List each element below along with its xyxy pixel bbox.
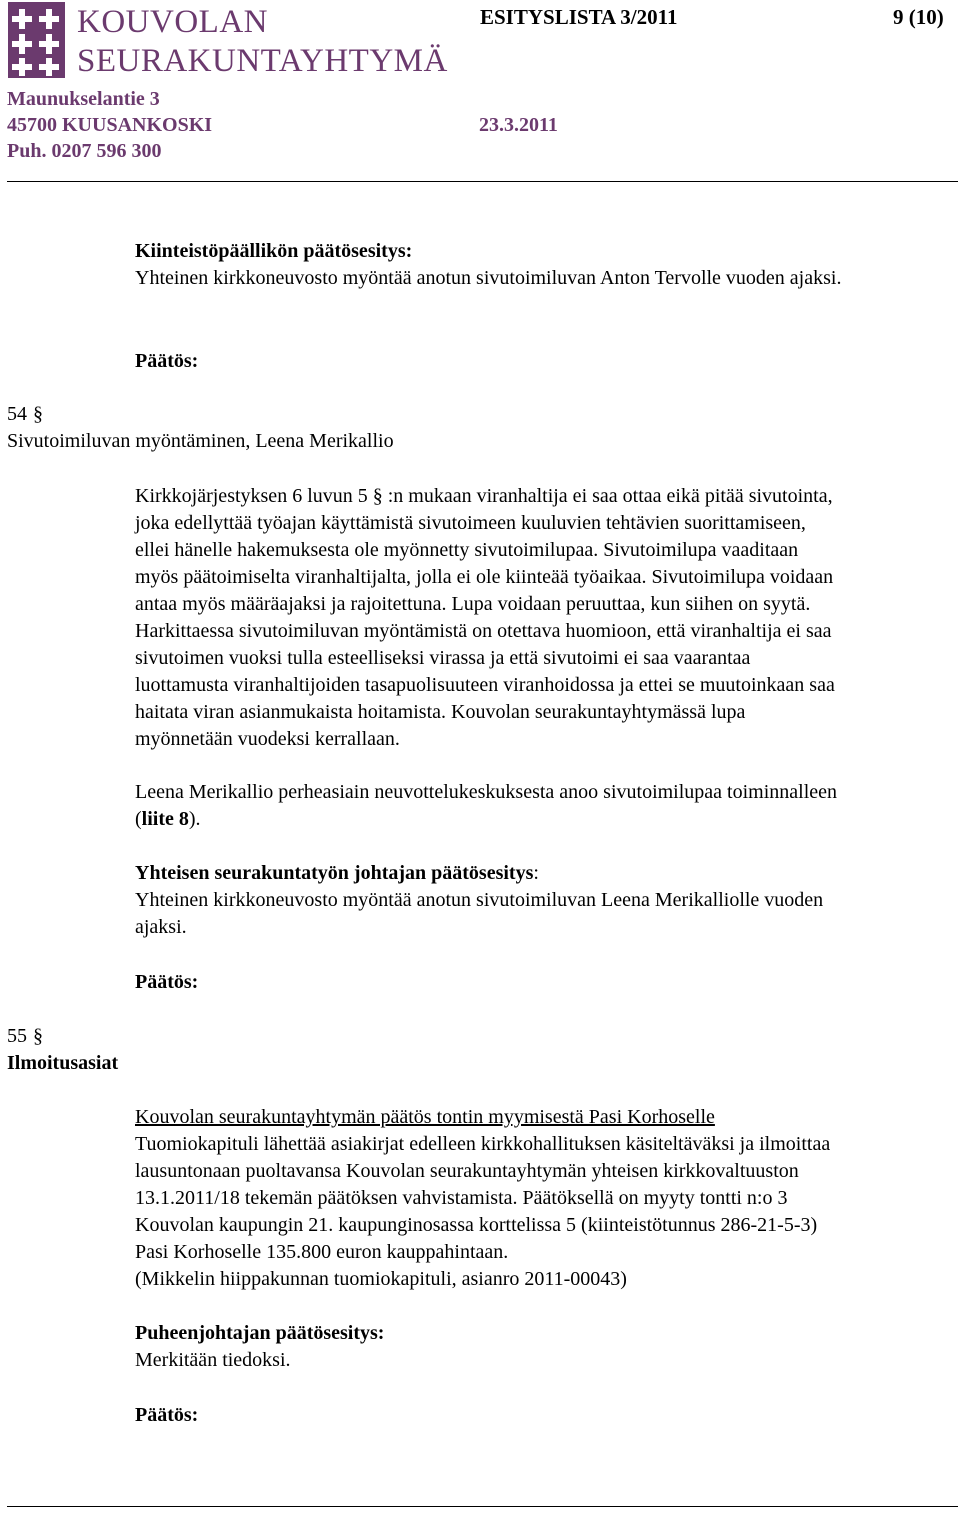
decision-label: Päätös: bbox=[135, 971, 199, 993]
decision-label: Päätös: bbox=[135, 350, 199, 372]
body-line: Pasi Korhoselle 135.800 euron kauppahintaan. bbox=[135, 1241, 509, 1263]
address-city: 45700 KUUSANKOSKI bbox=[7, 114, 213, 136]
body-line: joka edellyttää työajan käyttämistä sivutoimeen kuuluvien tehtävien suorittamiseen, bbox=[135, 512, 806, 534]
body-line: ellei hänelle hakemuksesta ole myönnetty sivutoimilupaa. Sivutoimilupa vaaditaan bbox=[135, 539, 799, 561]
proposal-heading: Kiinteistöpäällikön päätösesitys: bbox=[135, 240, 413, 262]
document-date: 23.3.2011 bbox=[479, 114, 558, 136]
notice-title: Kouvolan seurakuntayhtymän päätös tontin myymisestä Pasi Korhoselle bbox=[135, 1106, 715, 1128]
body-line: Tuomiokapituli lähettää asiakirjat edelleen kirkkohallituksen käsiteltäväksi ja ilmoittaa bbox=[135, 1133, 831, 1155]
proposal-heading: Yhteisen seurakuntatyön johtajan päätösesitys bbox=[135, 862, 534, 884]
section-number: 55 bbox=[7, 1025, 27, 1047]
section-55-title: Ilmoitusasiat bbox=[7, 1052, 119, 1074]
body-line: lausuntonaan puoltavansa Kouvolan seurakuntayhtymän yhteisen kirkkovaltuuston bbox=[135, 1160, 799, 1182]
proposal-colon: : bbox=[533, 862, 539, 884]
paren-open: ( bbox=[135, 808, 142, 830]
section-number: 54 bbox=[7, 403, 27, 425]
document-title: ESITYSLISTA 3/2011 bbox=[480, 5, 678, 29]
body-line: Kouvolan kaupungin 21. kaupunginosassa korttelissa 5 (kiinteistötunnus 286-21-5-3) bbox=[135, 1214, 818, 1236]
page-number: 9 (10) bbox=[893, 5, 944, 29]
church-cross-logo-icon bbox=[8, 2, 65, 78]
decision-label: Päätös: bbox=[135, 1404, 199, 1426]
body-line: luottamusta viranhaltijoiden tasapuolisuuteen viranhoidossa ja ettei se muutoinkaan saa bbox=[135, 674, 835, 696]
proposal-line: Yhteinen kirkkoneuvosto myöntää anotun sivutoimiluvan Leena Merikalliolle vuoden bbox=[135, 889, 824, 911]
section-54-title: Sivutoimiluvan myöntäminen, Leena Merikallio bbox=[7, 430, 394, 452]
section-54-proposal bbox=[135, 860, 960, 941]
application-paragraph bbox=[135, 779, 960, 833]
section-55-number bbox=[7, 1023, 43, 1050]
body-line: haitata viran asianmukaista hoitamista. Kouvolan seurakuntayhtymässä lupa bbox=[135, 701, 746, 723]
attachment-reference: liite 8 bbox=[141, 808, 189, 830]
address-street: Maunukselantie 3 bbox=[7, 88, 160, 110]
notice-item bbox=[135, 1104, 960, 1293]
body-line: Kirkkojärjestyksen 6 luvun 5 § :n mukaan viranhaltija ei saa ottaa eikä pitää sivutointa, bbox=[135, 485, 833, 507]
section-sign-icon: § bbox=[33, 1025, 43, 1047]
org-name-line1: KOUVOLAN bbox=[77, 4, 268, 40]
body-line: antaa myös määräajaksi ja rajoitettuna. Lupa voidaan peruuttaa, kun siihen on syytä. bbox=[135, 593, 811, 615]
section-54-body bbox=[135, 483, 960, 753]
proposal-text: Yhteinen kirkkoneuvosto myöntää anotun sivutoimiluvan Anton Tervolle vuoden ajaksi. bbox=[135, 267, 842, 289]
section-54-number bbox=[7, 401, 43, 428]
header-divider bbox=[7, 181, 958, 182]
body-line: (Mikkelin hiippakunnan tuomiokapituli, asianro 2011-00043) bbox=[135, 1268, 627, 1290]
section-sign-icon: § bbox=[33, 403, 43, 425]
org-name-line2: SEURAKUNTAYHTYMÄ bbox=[77, 43, 448, 79]
proposal-line: ajaksi. bbox=[135, 916, 187, 938]
body-line: sivutoimen vuoksi tulla esteelliseksi virassa ja että sivutoimi ei saa vaarantaa bbox=[135, 647, 751, 669]
proposal-text: Merkitään tiedoksi. bbox=[135, 1349, 291, 1371]
body-line: Harkittaessa sivutoimiluvan myöntämistä on otettava huomioon, että viranhaltija ei saa bbox=[135, 620, 832, 642]
body-line: 13.1.2011/18 tekemän päätöksen vahvistamista. Päätöksellä on myyty tontti n:o 3 bbox=[135, 1187, 788, 1209]
footer-divider bbox=[7, 1506, 958, 1507]
body-line: myönnetään vuodeksi kerrallaan. bbox=[135, 728, 400, 750]
body-line: Leena Merikallio perheasiain neuvottelukeskuksesta anoo sivutoimilupaa toiminnalleen bbox=[135, 781, 838, 803]
proposal-heading: Puheenjohtajan päätösesitys: bbox=[135, 1322, 385, 1344]
phone-number: Puh. 0207 596 300 bbox=[7, 140, 162, 162]
body-line bbox=[135, 806, 960, 833]
paren-close: ). bbox=[188, 808, 201, 830]
body-line: myös päätoimiselta viranhaltijalta, jolla ei ole kiinteää työaikaa. Sivutoimilupa voidaan bbox=[135, 566, 834, 588]
